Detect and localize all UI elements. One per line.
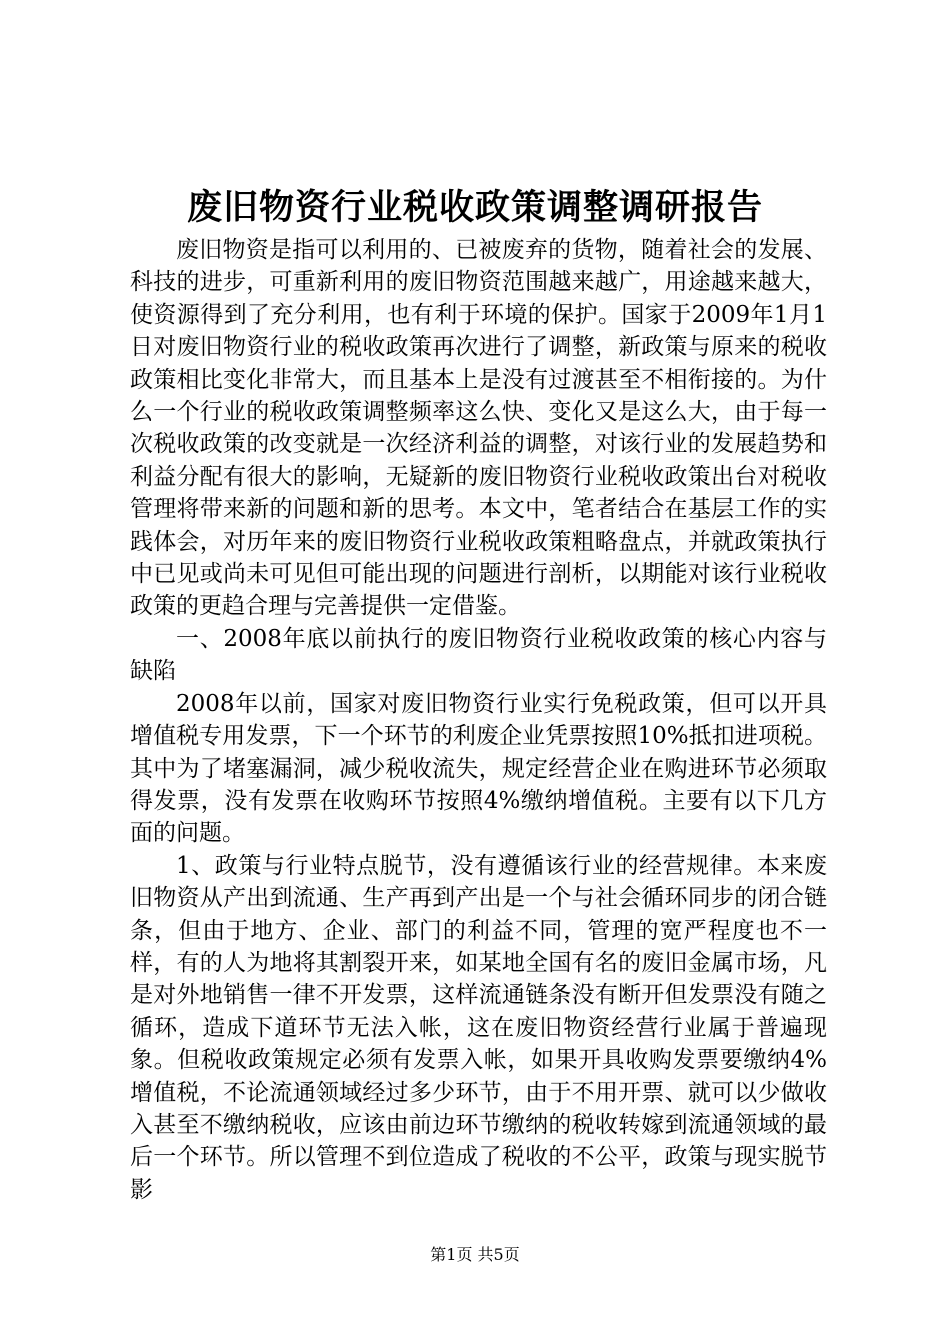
document-body	[130, 234, 827, 1206]
paragraph-issue-1: 1、政策与行业特点脱节，没有遵循该行业的经营规律。本来废旧物资从产出到流通、生产再到产出是一个与社会循环同步的闭合链条，但由于地方、企业、部门的利益不同，管理的宽严程度也不一样，有的人为地将其割裂开来，如某地全国有名的废旧金属市场，凡是对外地销售一律不开发票，这样流通链条没有断开但发票没有随之循环，造成下道环节无法入帐，这在废旧物资经营行业属于普遍现象。但税收政策规定必须有发票入帐，如果开具收购发票要缴纳4%增值税，不论流通领域经过多少环节，由于不用开票、就可以少做收入甚至不缴纳税收，应该由前边环节缴纳的税收转嫁到流通领域的最后一个环节。所以管理不到位造成了税收的不公平，政策与现实脱节影	[130, 852, 827, 1203]
document-title: 废旧物资行业税收政策调整调研报告	[186, 187, 763, 228]
paragraph-intro: 废旧物资是指可以利用的、已被废弃的货物，随着社会的发展、科技的进步，可重新利用的废旧物资范围越来越广，用途越来越大，使资源得到了充分利用，也有利于环境的保护。国家于2009年1月1日对废旧物资行业的税收政策再次进行了调整，新政策与原来的税收政策相比变化非常大，而且基本上是没有过渡甚至不相衔接的。为什么一个行业的税收政策调整频率这么快、变化又是这么大，由于每一次税收政策的改变就是一次经济利益的调整，对该行业的发展趋势和利益分配有很大的影响，无疑新的废旧物资行业税收政策出台对税收管理将带来新的问题和新的思考。本文中，笔者结合在基层工作的实践体会，对历年来的废旧物资行业税收政策粗略盘点，并就政策执行中已见或尚未可见但可能出现的问题进行剖析，以期能对该行业税收政策的更趋合理与完善提供一定借鉴。	[130, 237, 827, 620]
paragraph-2008-policy: 2008年以前，国家对废旧物资行业实行免税政策，但可以开具增值税专用发票，下一个环节的利废企业凭票按照10%抵扣进项税。其中为了堵塞漏洞，减少税收流失，规定经营企业在购进环节必须取得发票，没有发票在收购环节按照4%缴纳增值税。主要有以下几方面的问题。	[130, 690, 827, 847]
page-footer: 第1页 共5页	[430, 1245, 520, 1264]
section-heading-1: 一、2008年底以前执行的废旧物资行业税收政策的核心内容与缺陷	[130, 625, 827, 685]
